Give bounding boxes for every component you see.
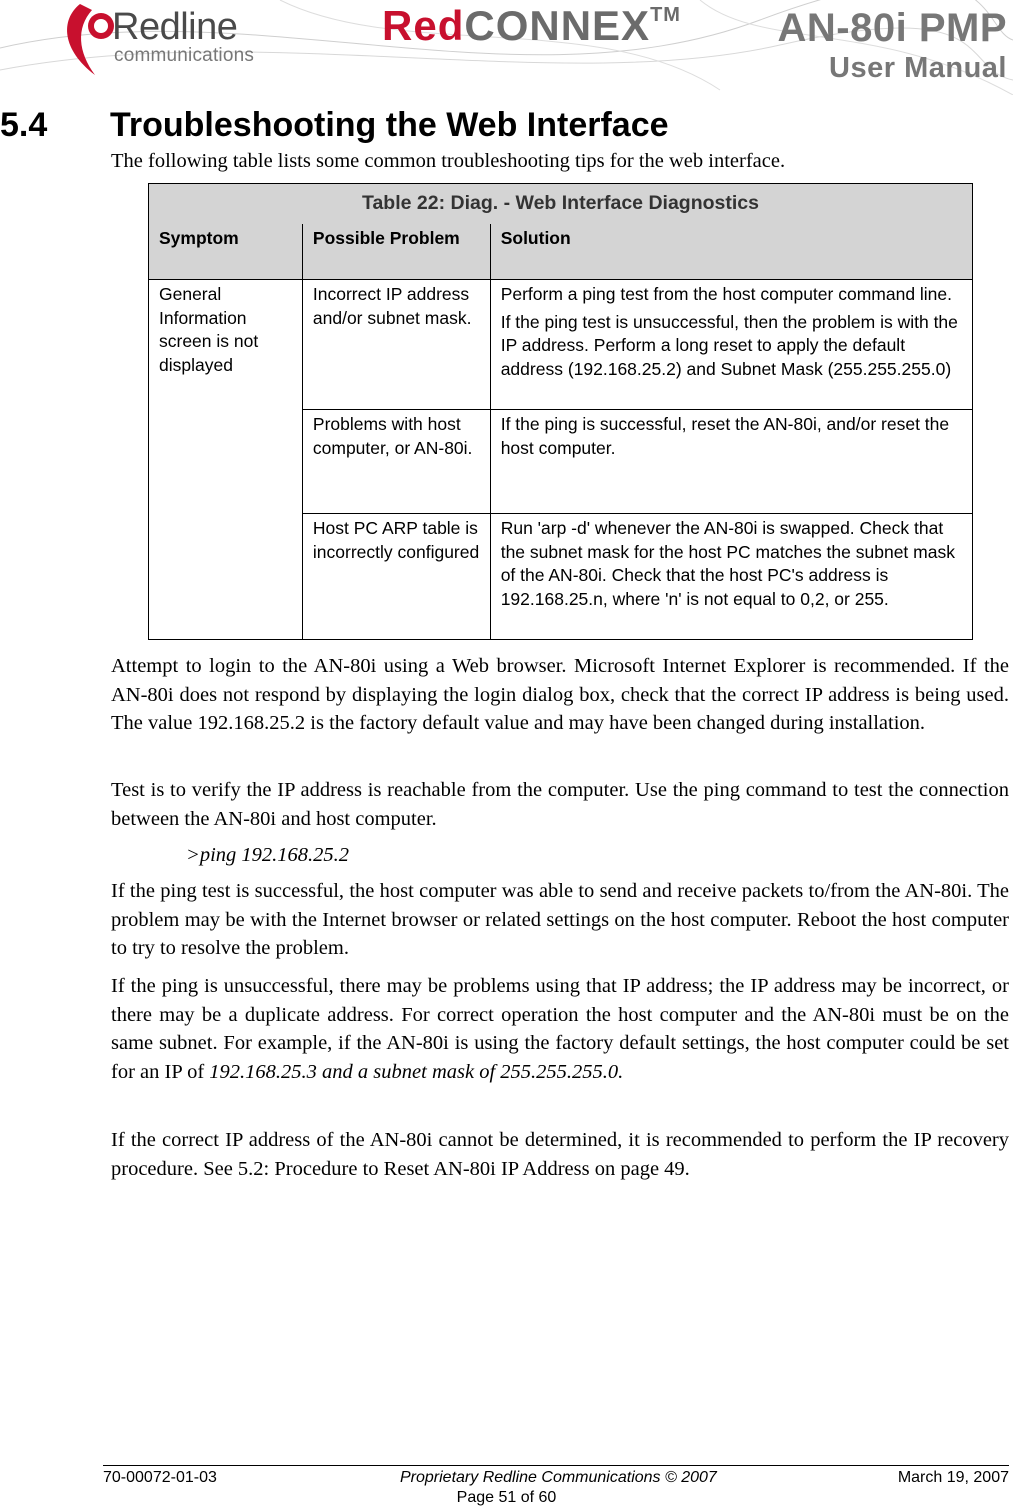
header-symptom: Symptom [149, 224, 303, 280]
solution-cell [490, 410, 972, 514]
section-heading [0, 106, 669, 145]
paragraph-login: Attempt to login to the AN-80i using a Web browser. Microsoft Internet Explorer is recommended. If the AN-80i does not respond by displaying the login dialog box, check that the correct IP address is being used. The value 192.168.25.2 is the factory default value and may have been changed during installation. [111, 655, 1009, 734]
caption-title: Diag. - Web Interface Diagnostics [450, 192, 759, 214]
logo-subtitle: communications [114, 45, 255, 66]
table-header-row [149, 224, 973, 280]
solution-text: If the ping is successful, reset the AN-80i, and/or reset the host computer. [500, 414, 950, 458]
paragraph-ping-unsuccessful [111, 972, 1009, 1086]
caption-label: Table 22 [362, 192, 439, 214]
paragraph-italic-text: 192.168.25.3 and a subnet mask of 255.255.255.0. [209, 1060, 624, 1083]
solution-cell [490, 280, 972, 410]
solution-text: If the ping test is unsuccessful, then the problem is with the IP address. Perform a long reset to apply the default address (192.168.25.2) and Subnet Mask (255.255.255.0) [500, 311, 958, 379]
paragraph-text: If the ping is unsuccessful, there may be problems using that IP address; the IP address may be incorrect, or there may be a duplicate address. For correct operation the host computer and the AN-80i must be on the same subnet. For example, if the AN-80i is using the factory default settings, the host computer could be set for an IP of [111, 975, 1009, 1083]
paragraph-ping-test: Test is to verify the IP address is reachable from the computer. Use the ping command to test the connection between the AN-80i and host computer. [111, 779, 1009, 830]
footer-page-number: Page 51 of 60 [456, 1489, 557, 1506]
footer-date: March 19, 2007 [897, 1469, 1009, 1486]
brand-red-part: Red [382, 2, 465, 49]
product-name: AN-80i PMP [777, 6, 1007, 50]
footer-divider [103, 1465, 1009, 1466]
table-caption-row [149, 184, 973, 224]
trademark: TM [650, 4, 681, 26]
section-title: Troubleshooting the Web Interface [110, 106, 669, 144]
intro-text: The following table lists some common troubleshooting tips for the web interface. [111, 150, 786, 172]
problem-cell: Problems with host computer, or AN-80i. [302, 410, 490, 514]
footer-doc-number: 70-00072-01-03 [103, 1469, 217, 1486]
caption-separator: : [438, 192, 451, 214]
table-row [149, 280, 973, 410]
paragraph-ping-success: If the ping test is successful, the host computer was able to send and receive packets to/from the AN-80i. The problem may be with the Internet browser or related settings on the host computer. Reboot the host computer to try to resolve the problem. [111, 880, 1009, 959]
redline-logo-mark [67, 4, 114, 75]
page-header [0, 0, 1013, 95]
table-caption [149, 184, 973, 224]
manual-title: User Manual [829, 52, 1007, 84]
symptom-cell: General Information screen is not displayed [149, 280, 303, 640]
header-solution: Solution [490, 224, 972, 280]
brand-name [382, 2, 681, 50]
solution-cell [490, 514, 972, 640]
solution-text: Perform a ping test from the host computer command line. [500, 284, 953, 304]
diagnostics-table [148, 183, 973, 640]
solution-text: Run 'arp -d' whenever the AN-80i is swapped. Check that the subnet mask for the host PC matches the subnet mask of the AN-80i. Check that the host PC's address is 192.168.25.n, where 'n' is not equal to 0,2, or 255. [500, 518, 955, 609]
header-possible-problem: Possible Problem [302, 224, 490, 280]
problem-cell: Host PC ARP table is incorrectly configured [302, 514, 490, 640]
footer-copyright: Proprietary Redline Communications © 2007 [400, 1469, 717, 1486]
section-number: 5.4 [0, 106, 48, 144]
logo-name: Redline [112, 6, 238, 48]
ping-command: >ping 192.168.25.2 [186, 844, 350, 866]
problem-cell: Incorrect IP address and/or subnet mask. [302, 280, 490, 410]
paragraph-ip-recovery: If the correct IP address of the AN-80i cannot be determined, it is recommended to perform the IP recovery procedure. See 5.2: Procedure to Reset AN-80i IP Address on page 49. [111, 1129, 1009, 1180]
brand-rest-part: CONNEX [464, 2, 651, 49]
